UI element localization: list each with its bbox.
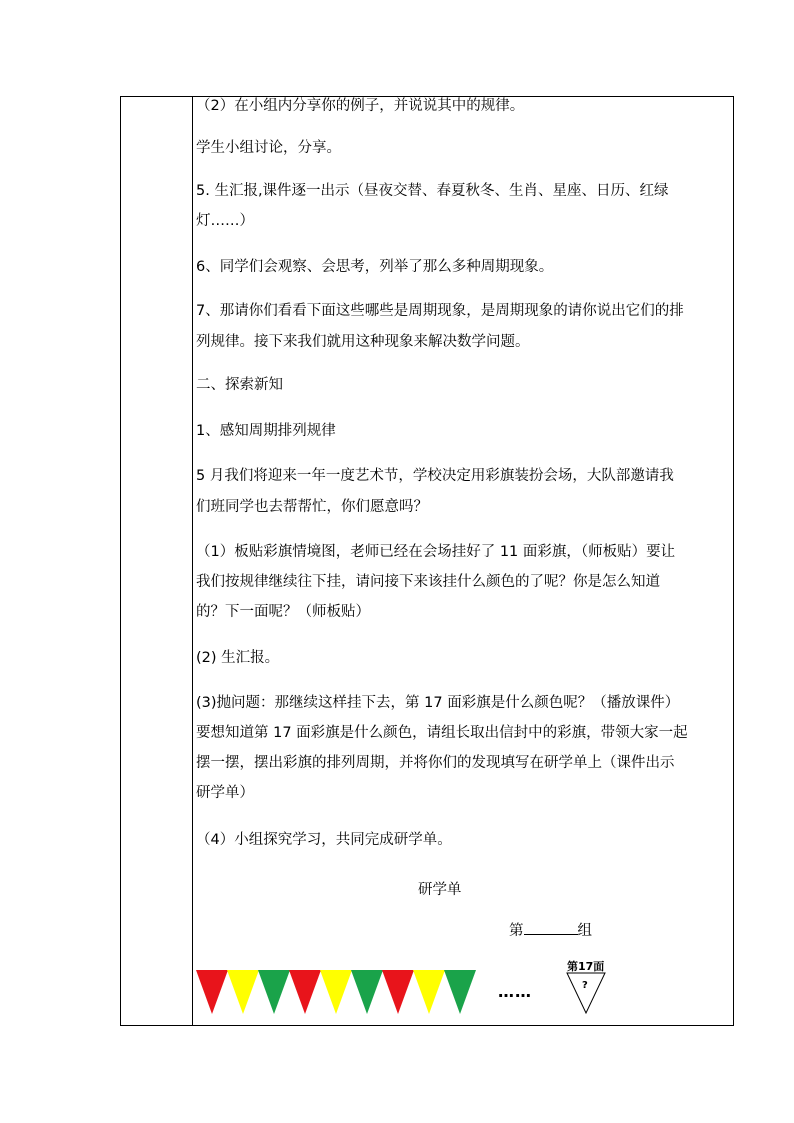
paragraph-question-line1: 7、那请你们看看下面这些哪些是周期现象，是周期现象的请你说出它们的排 (196, 303, 684, 319)
paragraph-step3-line3: 摆一摆，摆出彩旗的排列周期，并将你们的发现填写在研学单上（课件出示 (196, 755, 675, 771)
ellipsis: …… (498, 982, 532, 1001)
paragraph-step1-line2: 我们按规律继续往下挂，请问接下来该挂什么颜色的了呢？你是怎么知道 (196, 574, 660, 590)
paragraph-festival-line2: 们班同学也去帮帮忙，你们愿意吗？ (196, 499, 428, 515)
flag-1 (196, 970, 228, 1014)
flag-4 (289, 970, 321, 1014)
paragraph-step1-line1: （1）板贴彩旗情境图，老师已经在会场挂好了 11 面彩旗，（师板贴）要让 (196, 544, 676, 560)
paragraph-report-line2: 灯……） (196, 213, 254, 229)
paragraph-report-line1: 5. 生汇报,课件逐一出示（昼夜交替、春夏秋冬、生肖、星座、日历、红绿 (196, 183, 669, 199)
paragraph-step3-line2: 要想知道第 17 面彩旗是什么颜色，请组长取出信封中的彩旗，带领大家一起 (196, 725, 688, 741)
paragraph-festival-line1: 5 月我们将迎来一年一度艺术节，学校决定用彩旗装扮会场，大队部邀请我 (196, 468, 674, 484)
section-heading-explore: 二、探索新知 (196, 377, 283, 393)
paragraph-observation: 6、同学们会观察、会思考，列举了那么多种周期现象。 (196, 259, 554, 275)
flag-5 (320, 970, 352, 1014)
paragraph-step3-line1: (3)抛问题：那继续这样挂下去，第 17 面彩旗是什么颜色呢？（播放课件） (196, 695, 680, 711)
flag-7 (382, 970, 414, 1014)
group-prefix: 第 (509, 923, 524, 939)
flag-3 (258, 970, 290, 1014)
flag-8 (413, 970, 445, 1014)
group-suffix: 组 (577, 923, 592, 939)
paragraph-step3-line4: 研学单） (196, 785, 254, 801)
paragraph-step1-line3: 的？下一面呢？（师板贴） (196, 604, 370, 620)
flag-9 (444, 970, 476, 1014)
flag-17-outline (566, 972, 606, 1014)
worksheet-title: 研学单 (418, 882, 462, 898)
group-number-blank (524, 920, 578, 935)
flag-17-question-mark: ? (582, 980, 588, 991)
flag-17-label: 第17面 (567, 960, 605, 973)
paragraph-share-examples: （2）在小组内分享你的例子，并说说其中的规律。 (196, 98, 525, 114)
paragraph-step2: (2) 生汇报。 (196, 650, 280, 666)
flag-6 (351, 970, 383, 1014)
table-left-column (121, 97, 193, 1025)
paragraph-question-line2: 列规律。接下来我们就用这种现象来解决数学问题。 (196, 334, 530, 350)
flag-2 (227, 970, 259, 1014)
paragraph-step4: （4）小组探究学习，共同完成研学单。 (196, 832, 452, 848)
group-number-line (509, 920, 592, 941)
subheading-perceive-pattern: 1、感知周期排列规律 (196, 423, 336, 439)
paragraph-group-discussion: 学生小组讨论，分享。 (196, 140, 341, 156)
